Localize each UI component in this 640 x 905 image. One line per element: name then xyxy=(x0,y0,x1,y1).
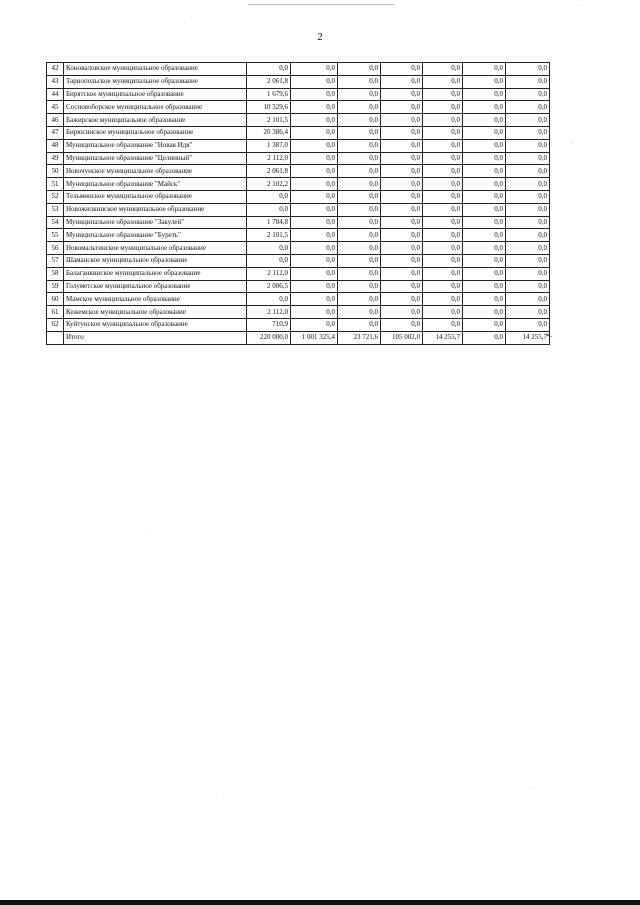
amount-cell: 0,0 xyxy=(463,280,506,293)
amount-cell: 1 679,6 xyxy=(247,88,291,101)
municipality-name-cell: Новочунское муниципальное образование xyxy=(64,165,247,178)
amount-cell: 0,0 xyxy=(506,242,550,255)
amount-cell: 0,0 xyxy=(463,165,506,178)
total-label-cell: Итого xyxy=(64,331,247,344)
amount-cell: 2 101,5 xyxy=(247,229,291,242)
amount-cell: 0,0 xyxy=(423,229,463,242)
row-number-cell: 60 xyxy=(47,293,64,306)
municipality-name-cell: Шаманское муниципальное образование xyxy=(64,254,247,267)
amount-cell: 0,0 xyxy=(291,267,338,280)
amount-cell: 0,0 xyxy=(338,126,381,139)
amount-cell: 0,0 xyxy=(381,280,423,293)
amount-cell: 0,0 xyxy=(506,216,550,229)
amount-cell: 0,0 xyxy=(506,152,550,165)
table-row xyxy=(47,114,550,127)
amount-cell: 0,0 xyxy=(506,254,550,267)
amount-cell: 0,0 xyxy=(506,126,550,139)
table-row xyxy=(47,63,550,76)
amount-cell: 0,0 xyxy=(423,152,463,165)
municipality-name-cell: Бажирское муниципальное образование xyxy=(64,114,247,127)
table-row xyxy=(47,216,550,229)
amount-cell: 0,0 xyxy=(291,126,338,139)
amount-cell: 0,0 xyxy=(423,267,463,280)
amount-cell: 0,0 xyxy=(423,114,463,127)
amount-cell: 0,0 xyxy=(506,293,550,306)
amount-cell: 2 112,0 xyxy=(247,152,291,165)
amount-cell: 0,0 xyxy=(423,318,463,331)
total-row xyxy=(47,331,550,344)
table-row xyxy=(47,190,550,203)
amount-cell: 0,0 xyxy=(338,114,381,127)
amount-cell: 0,0 xyxy=(506,203,550,216)
row-number-cell: 53 xyxy=(47,203,64,216)
municipality-name-cell: Муниципальное образование "Буреть" xyxy=(64,229,247,242)
table-row xyxy=(47,254,550,267)
amount-cell: 0,0 xyxy=(338,254,381,267)
amount-cell: 0,0 xyxy=(381,75,423,88)
scan-top-rule xyxy=(248,4,394,5)
table-row xyxy=(47,229,550,242)
amount-cell: 0,0 xyxy=(291,178,338,191)
amount-cell: 0,0 xyxy=(506,139,550,152)
amount-cell: 0,0 xyxy=(423,254,463,267)
municipality-name-cell: Новожилкинское муниципальное образование xyxy=(64,203,247,216)
row-number-cell: 50 xyxy=(47,165,64,178)
amount-cell: 0,0 xyxy=(291,190,338,203)
table-row xyxy=(47,126,550,139)
row-number-cell: 43 xyxy=(47,75,64,88)
amount-cell: 0,0 xyxy=(506,178,550,191)
amount-cell: 0,0 xyxy=(506,318,550,331)
page-number: 2 xyxy=(317,31,323,43)
table-row xyxy=(47,139,550,152)
amount-cell: 0,0 xyxy=(291,293,338,306)
amount-cell: 710,9 xyxy=(247,318,291,331)
amount-cell: 0,0 xyxy=(338,152,381,165)
row-number-cell: 51 xyxy=(47,178,64,191)
amount-cell: 0,0 xyxy=(463,178,506,191)
row-number-cell: 62 xyxy=(47,318,64,331)
table-row xyxy=(47,293,550,306)
amount-cell: 1 001 325,4 xyxy=(291,331,338,344)
amount-cell: 0,0 xyxy=(291,88,338,101)
amount-cell: 0,0 xyxy=(381,203,423,216)
amount-cell: 0,0 xyxy=(381,254,423,267)
amount-cell: 10 329,6 xyxy=(247,101,291,114)
amount-cell: 0,0 xyxy=(506,190,550,203)
amount-cell: 0,0 xyxy=(463,216,506,229)
amount-cell: 0,0 xyxy=(381,101,423,114)
amount-cell: 0,0 xyxy=(506,88,550,101)
row-number-cell: 52 xyxy=(47,190,64,203)
amount-cell: 0,0 xyxy=(338,190,381,203)
scan-speck: · xyxy=(530,785,533,793)
amount-cell: 0,0 xyxy=(381,165,423,178)
amount-cell: 0,0 xyxy=(463,114,506,127)
amount-cell: 0,0 xyxy=(291,254,338,267)
amount-cell: 0,0 xyxy=(381,88,423,101)
amount-cell: 0,0 xyxy=(291,306,338,319)
amount-cell: 0,0 xyxy=(423,242,463,255)
amount-cell: 0,0 xyxy=(247,190,291,203)
row-number-cell: 54 xyxy=(47,216,64,229)
amount-cell: 20 386,4 xyxy=(247,126,291,139)
scan-speck: · xyxy=(215,795,218,803)
amount-cell: 0,0 xyxy=(463,63,506,76)
amount-cell: 0,0 xyxy=(463,254,506,267)
amount-cell: 0,0 xyxy=(381,126,423,139)
amount-cell: 2 102,2 xyxy=(247,178,291,191)
municipality-name-cell: Муниципальное образование "Майск" xyxy=(64,178,247,191)
amount-cell: 0,0 xyxy=(291,165,338,178)
amount-cell: 0,0 xyxy=(423,293,463,306)
amount-cell: 0,0 xyxy=(291,242,338,255)
row-number-cell: 42 xyxy=(47,63,64,76)
municipality-name-cell: Муниципальное образование "Новая Идя" xyxy=(64,139,247,152)
amount-cell: 0,0 xyxy=(423,306,463,319)
amount-cell: 0,0 xyxy=(338,318,381,331)
budget-table xyxy=(46,62,550,345)
amount-cell: 0,0 xyxy=(381,114,423,127)
municipality-name-cell: Тарнопольское муниципальное образование xyxy=(64,75,247,88)
scan-speck: · xyxy=(580,2,583,10)
table-body xyxy=(47,63,550,345)
amount-cell: 0,0 xyxy=(506,75,550,88)
amount-cell: 0,0 xyxy=(291,280,338,293)
municipality-name-cell: Кежемское муниципальное образование xyxy=(64,306,247,319)
row-number-cell: 47 xyxy=(47,126,64,139)
row-number-cell: 49 xyxy=(47,152,64,165)
scan-speck: · xyxy=(145,530,148,538)
table-row xyxy=(47,306,550,319)
amount-cell: 0,0 xyxy=(338,267,381,280)
amount-cell: 0,0 xyxy=(291,63,338,76)
table-row xyxy=(47,165,550,178)
amount-cell: 0,0 xyxy=(338,88,381,101)
amount-cell: 0,0 xyxy=(291,203,338,216)
row-number-cell: 59 xyxy=(47,280,64,293)
municipality-name-cell: Балаганкинское муниципальное образование xyxy=(64,267,247,280)
amount-cell: 0,0 xyxy=(381,152,423,165)
amount-cell: 0,0 xyxy=(506,114,550,127)
amount-cell: 0,0 xyxy=(463,293,506,306)
amount-cell: 0,0 xyxy=(506,229,550,242)
amount-cell: 0,0 xyxy=(291,318,338,331)
municipality-name-cell: Бирюсинское муниципальное образование xyxy=(64,126,247,139)
closing-quote-mark: ». xyxy=(546,330,552,339)
table-row xyxy=(47,88,550,101)
amount-cell: 0,0 xyxy=(463,101,506,114)
scan-speck: · xyxy=(570,140,573,148)
amount-cell: 2 112,0 xyxy=(247,306,291,319)
amount-cell: 0,0 xyxy=(423,139,463,152)
amount-cell: 0,0 xyxy=(423,75,463,88)
row-number-cell: 58 xyxy=(47,267,64,280)
row-number-cell: 57 xyxy=(47,254,64,267)
table-row xyxy=(47,318,550,331)
amount-cell: 0,0 xyxy=(338,293,381,306)
row-number-cell xyxy=(47,331,64,344)
amount-cell: 1 387,0 xyxy=(247,139,291,152)
amount-cell: 0,0 xyxy=(338,139,381,152)
municipality-name-cell: Муниципальное образование "Закулей" xyxy=(64,216,247,229)
amount-cell: 0,0 xyxy=(381,267,423,280)
amount-cell: 0,0 xyxy=(463,126,506,139)
scan-speck: · xyxy=(183,18,186,26)
amount-cell: 0,0 xyxy=(506,101,550,114)
amount-cell: 0,0 xyxy=(338,216,381,229)
amount-cell: 0,0 xyxy=(338,306,381,319)
amount-cell: 0,0 xyxy=(338,75,381,88)
amount-cell: 0,0 xyxy=(506,165,550,178)
municipality-name-cell: Мамское муниципальное образование xyxy=(64,293,247,306)
amount-cell: 0,0 xyxy=(338,242,381,255)
table-row xyxy=(47,280,550,293)
amount-cell: 0,0 xyxy=(381,318,423,331)
amount-cell: 0,0 xyxy=(463,229,506,242)
amount-cell: 0,0 xyxy=(291,75,338,88)
amount-cell: 0,0 xyxy=(463,203,506,216)
amount-cell: 1 784,8 xyxy=(247,216,291,229)
amount-cell: 0,0 xyxy=(463,190,506,203)
scan-bottom-border xyxy=(0,900,640,905)
amount-cell: 0,0 xyxy=(381,139,423,152)
amount-cell: 0,0 xyxy=(338,178,381,191)
amount-cell: 0,0 xyxy=(463,88,506,101)
amount-cell: 0,0 xyxy=(463,267,506,280)
municipality-name-cell: Сосновоборское муниципальное образование xyxy=(64,101,247,114)
row-number-cell: 48 xyxy=(47,139,64,152)
row-number-cell: 56 xyxy=(47,242,64,255)
amount-cell: 14 255,7 xyxy=(506,331,550,344)
amount-cell: 0,0 xyxy=(381,216,423,229)
amount-cell: 0,0 xyxy=(423,216,463,229)
amount-cell: 0,0 xyxy=(291,101,338,114)
amount-cell: 2 061,8 xyxy=(247,75,291,88)
table-row xyxy=(47,101,550,114)
amount-cell: 0,0 xyxy=(381,306,423,319)
amount-cell: 0,0 xyxy=(291,229,338,242)
amount-cell: 0,0 xyxy=(423,63,463,76)
amount-cell: 0,0 xyxy=(291,114,338,127)
amount-cell: 0,0 xyxy=(338,165,381,178)
amount-cell: 105 002,0 xyxy=(381,331,423,344)
amount-cell: 0,0 xyxy=(463,306,506,319)
amount-cell: 0,0 xyxy=(463,318,506,331)
amount-cell: 0,0 xyxy=(423,101,463,114)
amount-cell: 0,0 xyxy=(423,126,463,139)
amount-cell: 0,0 xyxy=(338,63,381,76)
row-number-cell: 61 xyxy=(47,306,64,319)
amount-cell: 0,0 xyxy=(506,306,550,319)
amount-cell: 0,0 xyxy=(247,242,291,255)
amount-cell: 0,0 xyxy=(338,203,381,216)
municipality-name-cell: Голуметское муниципальное образование xyxy=(64,280,247,293)
row-number-cell: 55 xyxy=(47,229,64,242)
amount-cell: 0,0 xyxy=(423,165,463,178)
municipality-name-cell: Коноваловское муниципальное образование xyxy=(64,63,247,76)
amount-cell: 2 061,8 xyxy=(247,165,291,178)
table-row xyxy=(47,152,550,165)
table-row xyxy=(47,178,550,191)
amount-cell: 0,0 xyxy=(381,178,423,191)
municipality-name-cell: Новомальтинское муниципальное образование xyxy=(64,242,247,255)
municipality-name-cell: Куйтунское муниципальное образование xyxy=(64,318,247,331)
amount-cell: 0,0 xyxy=(247,203,291,216)
amount-cell: 2 101,5 xyxy=(247,114,291,127)
table-row xyxy=(47,75,550,88)
row-number-cell: 44 xyxy=(47,88,64,101)
table-row xyxy=(47,242,550,255)
amount-cell: 0,0 xyxy=(463,331,506,344)
amount-cell: 23 721,6 xyxy=(338,331,381,344)
amount-cell: 0,0 xyxy=(506,267,550,280)
amount-cell: 0,0 xyxy=(423,190,463,203)
amount-cell: 0,0 xyxy=(423,178,463,191)
amount-cell: 0,0 xyxy=(381,293,423,306)
amount-cell: 0,0 xyxy=(291,152,338,165)
amount-cell: 0,0 xyxy=(463,75,506,88)
amount-cell: 0,0 xyxy=(423,203,463,216)
municipality-name-cell: Муниципальное образование "Целинный" xyxy=(64,152,247,165)
amount-cell: 0,0 xyxy=(381,242,423,255)
amount-cell: 0,0 xyxy=(247,254,291,267)
amount-cell: 0,0 xyxy=(381,229,423,242)
table-row xyxy=(47,267,550,280)
municipality-name-cell: Бирятское муниципальное образование xyxy=(64,88,247,101)
amount-cell: 0,0 xyxy=(247,63,291,76)
amount-cell: 0,0 xyxy=(338,101,381,114)
amount-cell: 0,0 xyxy=(247,293,291,306)
amount-cell: 0,0 xyxy=(291,139,338,152)
amount-cell: 0,0 xyxy=(506,280,550,293)
amount-cell: 0,0 xyxy=(423,88,463,101)
amount-cell: 0,0 xyxy=(291,216,338,229)
amount-cell: 0,0 xyxy=(423,280,463,293)
amount-cell: 2 006,5 xyxy=(247,280,291,293)
table-row xyxy=(47,203,550,216)
amount-cell: 0,0 xyxy=(506,63,550,76)
amount-cell: 0,0 xyxy=(381,190,423,203)
row-number-cell: 45 xyxy=(47,101,64,114)
municipality-name-cell: Тельминское муниципальное образование xyxy=(64,190,247,203)
amount-cell: 0,0 xyxy=(338,229,381,242)
amount-cell: 0,0 xyxy=(381,63,423,76)
amount-cell: 0,0 xyxy=(463,242,506,255)
amount-cell: 0,0 xyxy=(463,139,506,152)
amount-cell: 2 112,0 xyxy=(247,267,291,280)
amount-cell: 0,0 xyxy=(338,280,381,293)
amount-cell: 0,0 xyxy=(463,152,506,165)
row-number-cell: 46 xyxy=(47,114,64,127)
amount-cell: 14 255,7 xyxy=(423,331,463,344)
amount-cell: 220 000,0 xyxy=(247,331,291,344)
